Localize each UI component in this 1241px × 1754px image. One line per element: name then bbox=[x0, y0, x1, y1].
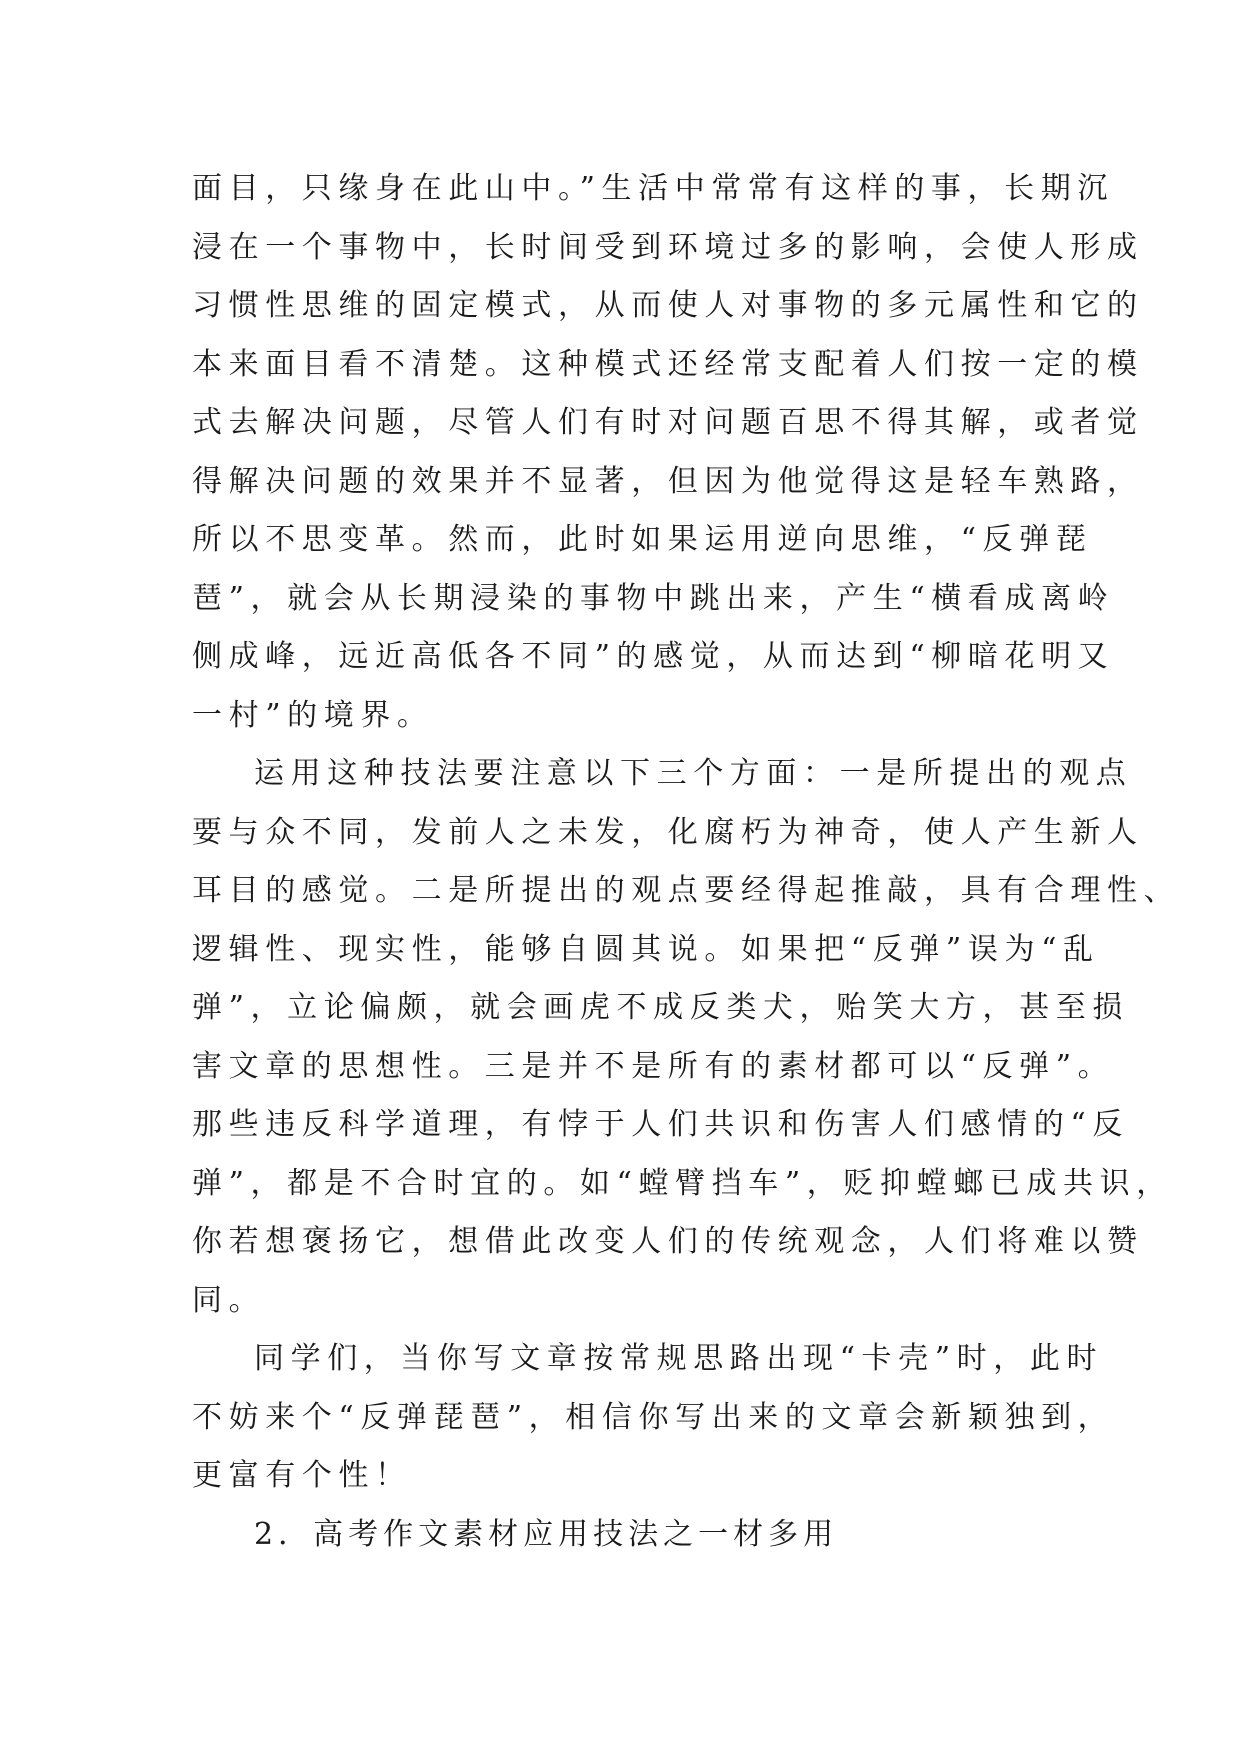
text-line: 习惯性思维的固定模式，从而使人对事物的多元属性和它的 bbox=[192, 288, 1144, 323]
text-line: 不妨来个“反弹琵琶”，相信你写出来的文章会新颖独到， bbox=[192, 1399, 1115, 1435]
text-line: 一村”的境界。 bbox=[192, 697, 434, 733]
text-line: 得解决问题的效果并不显著，但因为他觉得这是轻车熟路， bbox=[192, 463, 1144, 499]
text-line: 更富有个性！ bbox=[192, 1458, 412, 1493]
text-line: 所以不思变革。然而，此时如果运用逆向思维，“反弹琵 bbox=[192, 522, 1093, 557]
text-line: 那些违反科学道理，有悖于人们共识和伤害人们感情的“反 bbox=[192, 1107, 1129, 1142]
text-line: 弹”，立论偏颇，就会画虎不成反类犬，贻笑大方，甚至损 bbox=[192, 990, 1129, 1025]
text-line: 害文章的思想性。三是并不是所有的素材都可以“反弹”。 bbox=[192, 1048, 1115, 1084]
text-line: 你若想褒扬它，想借此改变人们的传统观念，人们将难以赞 bbox=[192, 1224, 1144, 1259]
text-line: 浸在一个事物中，长时间受到环境过多的影响，会使人形成 bbox=[192, 229, 1144, 265]
text-line: 同。 bbox=[192, 1282, 266, 1318]
section-heading: 2．高考作文素材应用技法之一材多用 bbox=[254, 1516, 839, 1552]
document-body bbox=[192, 160, 1181, 1564]
text-line: 面目，只缘身在此山中。”生活中常常有这样的事，长期沉 bbox=[192, 171, 1114, 206]
text-line: 要与众不同，发前人之未发，化腐朽为神奇，使人产生新人 bbox=[192, 814, 1144, 850]
text-line: 运用这种技法要注意以下三个方面：一是所提出的观点 bbox=[254, 756, 1133, 791]
paragraph-continuation bbox=[192, 160, 1144, 745]
paragraph-three-aspects bbox=[192, 745, 1181, 1330]
text-line: 同学们，当你写文章按常规思路出现“卡壳”时，此时 bbox=[254, 1341, 1104, 1376]
text-line: 本来面目看不清楚。这种模式还经常支配着人们按一定的模 bbox=[192, 346, 1144, 382]
text-line: 耳目的感觉。二是所提出的观点要经得起推敲，具有合理性、 bbox=[192, 873, 1181, 908]
text-line: 侧成峰，远近高低各不同”的感觉，从而达到“柳暗花明又 bbox=[192, 639, 1115, 674]
text-line: 式去解决问题，尽管人们有时对问题百思不得其解，或者觉 bbox=[192, 405, 1144, 440]
text-line: 逻辑性、现实性，能够自圆其说。如果把“反弹”误为“乱 bbox=[192, 931, 1100, 967]
paragraph-conclusion bbox=[192, 1330, 1115, 1506]
text-line: 弹”，都是不合时宜的。如“螳臂挡车”，贬抑螳螂已成共识， bbox=[192, 1165, 1173, 1201]
text-line: 琶”，就会从长期浸染的事物中跳出来，产生“横看成离岭 bbox=[192, 580, 1115, 616]
